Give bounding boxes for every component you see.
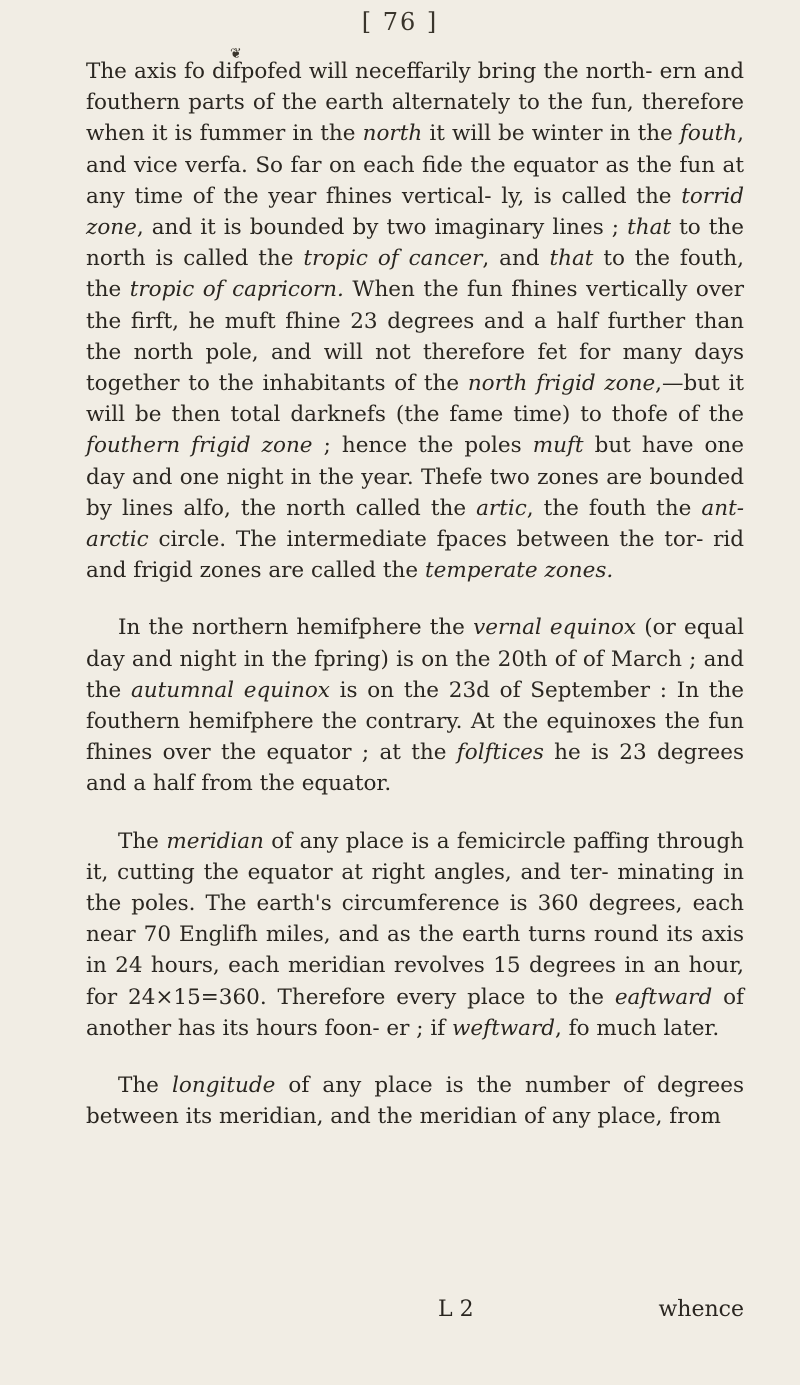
p3-text-c: of another has its hours foon- er ; if bbox=[86, 984, 744, 1041]
p3-text-b: of any place is a femicircle paffing through it, cutting the equator at right angles, and ter- minating in the poles. The earth's circumference is 360 degrees, each near 70 Englifh miles, and as the earth turns round its axis in 24 hours, each meridian revolves 15 degrees in an hour, for 24×15=360. Therefore every place to the bbox=[86, 828, 745, 1010]
page-number-header: [ 76 ] bbox=[361, 8, 439, 36]
p2-text-a: In the northern hemifphere the bbox=[118, 615, 474, 641]
p1-artic: artic bbox=[476, 495, 527, 521]
p1-temperate-zones: temperate zones. bbox=[424, 558, 614, 584]
p2-vernal-equinox: vernal equinox bbox=[473, 615, 637, 641]
signature-mark: L 2 bbox=[438, 1297, 474, 1322]
p2-folftices: folftices bbox=[456, 740, 544, 766]
page-body bbox=[86, 56, 744, 1133]
p3-eaftward: eaftward bbox=[614, 984, 713, 1010]
p2-text-d: he is 23 degrees and a half from the equator. bbox=[86, 740, 745, 797]
p1-text-f: , and bbox=[482, 246, 550, 272]
p1-north: north bbox=[362, 121, 423, 147]
p1-text-j: ; hence the poles bbox=[312, 433, 533, 459]
p1-north-frigid-zone: north frigid zone bbox=[467, 371, 656, 397]
paragraph-3 bbox=[86, 826, 744, 1044]
p1-text-l: , the fouth the bbox=[526, 495, 702, 521]
catchword: whence bbox=[658, 1297, 744, 1322]
p1-text-h: When the fun fhines vertically over the firft, he muft fhine 23 degrees and a half further than the north pole, and will not therefore fet for many days together to the inhabitants of the bbox=[86, 277, 744, 397]
p1-text-k: but have one day and one night in the year. Thefe two zones are bounded by lines alfo, the north called the bbox=[86, 433, 744, 521]
paragraph-2 bbox=[86, 612, 744, 799]
p1-torrid-zone: torrid zone bbox=[86, 183, 744, 241]
p1-tropic-of-capricorn: tropic of capricorn. bbox=[129, 277, 344, 303]
p2-autumnal-equinox: autumnal equinox bbox=[130, 677, 330, 703]
printer-mark-icon: ❦ bbox=[230, 46, 242, 62]
p1-text-c: , and vice verfa. So far on each fide the equator as the fun at any time of the year fhines vertical- ly, is called the bbox=[86, 121, 745, 209]
p3-text-d: , fo much later. bbox=[555, 1015, 720, 1041]
p1-tropic-of-cancer: tropic of cancer bbox=[303, 246, 483, 272]
p1-text-e: to the north is called the bbox=[86, 215, 744, 272]
p1-text-m: circle. The intermediate fpaces between the tor- rid and frigid zones are called the bbox=[86, 527, 744, 584]
p1-text-a: The axis fo difpofed will neceffarily bring the north- ern and fouthern parts of the earth alternately to the fun, therefore when it is fummer in the bbox=[86, 59, 744, 147]
p2-text-c: is on the 23d of September : In the fouthern hemifphere the contrary. At the equinoxes the fun fhines over the equator ; at the bbox=[86, 677, 745, 766]
paragraph-1 bbox=[86, 56, 744, 586]
p1-text-d: , and it is bounded by two imaginary lines ; bbox=[136, 215, 628, 241]
p3-text-a: The bbox=[118, 828, 167, 854]
p4-longitude: longitude bbox=[172, 1073, 276, 1099]
p3-meridian: meridian bbox=[166, 828, 264, 854]
p1-antarctic: ant- arctic bbox=[86, 495, 744, 553]
p1-fouth: fouth bbox=[679, 121, 738, 147]
paragraph-4 bbox=[86, 1070, 744, 1132]
p3-weftward: weftward bbox=[452, 1015, 556, 1041]
p1-that-1: that bbox=[627, 215, 672, 241]
p1-text-i: ,—but it will be then total darknefs (the fame time) to thofe of the bbox=[86, 371, 744, 428]
p4-text-b: of any place is the number of degrees between its meridian, and the meridian of any place, from bbox=[86, 1073, 745, 1130]
p2-text-b: (or equal day and night in the fpring) is on the 20th of of March ; and the bbox=[86, 615, 745, 703]
p4-text-a: The bbox=[118, 1073, 173, 1099]
p1-text-b: it will be winter in the bbox=[422, 121, 680, 147]
p1-muft: muft bbox=[532, 433, 584, 459]
p1-southern-frigid-zone: fouthern frigid zone bbox=[86, 433, 313, 459]
p1-that-2: that bbox=[549, 246, 594, 272]
p1-text-g: to the fouth, the bbox=[86, 246, 744, 303]
